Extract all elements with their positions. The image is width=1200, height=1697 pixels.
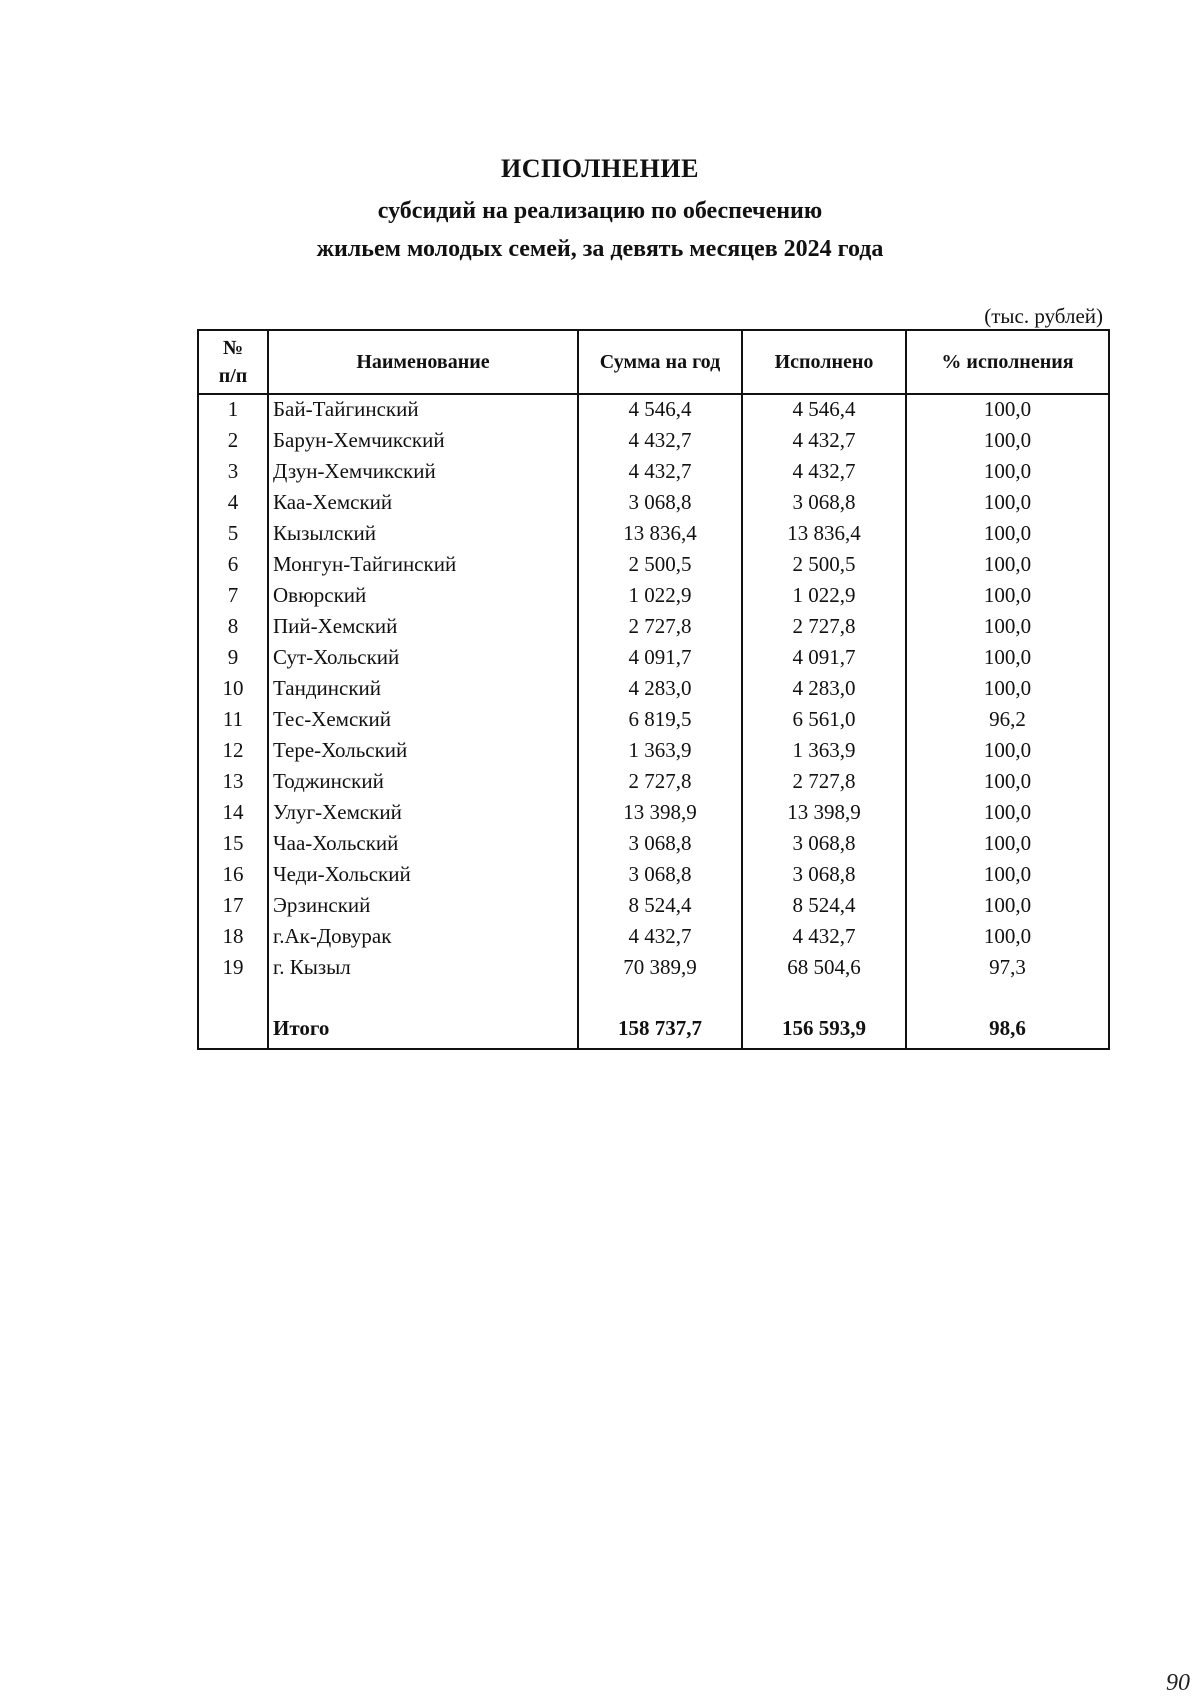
total-percent: 98,6 <box>906 1014 1109 1049</box>
title-line-1: субсидий на реализацию по обеспечению <box>377 198 823 224</box>
table-row <box>198 705 1109 736</box>
row-done: 3 068,8 <box>742 829 906 860</box>
row-number: 11 <box>198 705 268 736</box>
row-done: 8 524,4 <box>742 891 906 922</box>
row-number: 1 <box>198 394 268 426</box>
header-number-sign: № <box>222 337 244 359</box>
row-done: 2 500,5 <box>742 550 906 581</box>
row-percent: 100,0 <box>906 767 1109 798</box>
row-plan: 70 389,9 <box>578 953 742 984</box>
spacer-row <box>198 984 1109 1014</box>
row-percent: 100,0 <box>906 860 1109 891</box>
row-done: 2 727,8 <box>742 767 906 798</box>
table-row <box>198 767 1109 798</box>
row-percent: 100,0 <box>906 798 1109 829</box>
table-row <box>198 394 1109 426</box>
header-number <box>198 330 268 394</box>
row-name: Дзун-Хемчикский <box>268 457 578 488</box>
row-done: 6 561,0 <box>742 705 906 736</box>
row-done: 4 432,7 <box>742 426 906 457</box>
table-row <box>198 736 1109 767</box>
title-line-2: жильем молодых семей, за девять месяцев 2024 года <box>316 236 884 262</box>
row-name: Чеди-Хольский <box>268 860 578 891</box>
row-done: 4 432,7 <box>742 922 906 953</box>
row-number: 5 <box>198 519 268 550</box>
row-done: 1 022,9 <box>742 581 906 612</box>
row-number: 13 <box>198 767 268 798</box>
row-done: 4 283,0 <box>742 674 906 705</box>
row-done: 13 398,9 <box>742 798 906 829</box>
row-plan: 6 819,5 <box>578 705 742 736</box>
row-name: Пий-Хемский <box>268 612 578 643</box>
row-plan: 3 068,8 <box>578 488 742 519</box>
header-plan: Сумма на год <box>578 330 742 394</box>
row-percent: 100,0 <box>906 488 1109 519</box>
row-percent: 100,0 <box>906 550 1109 581</box>
row-number: 14 <box>198 798 268 829</box>
row-plan: 4 283,0 <box>578 674 742 705</box>
table-row <box>198 643 1109 674</box>
spacer-cell <box>268 984 578 1014</box>
row-number: 3 <box>198 457 268 488</box>
row-name: Сут-Хольский <box>268 643 578 674</box>
row-number: 7 <box>198 581 268 612</box>
row-number: 9 <box>198 643 268 674</box>
title-main: ИСПОЛНЕНИЕ <box>501 154 699 183</box>
spacer-cell <box>198 984 268 1014</box>
row-plan: 4 432,7 <box>578 457 742 488</box>
row-plan: 2 727,8 <box>578 767 742 798</box>
row-name: Тере-Хольский <box>268 736 578 767</box>
row-done: 4 432,7 <box>742 457 906 488</box>
row-plan: 4 432,7 <box>578 426 742 457</box>
document-title <box>0 152 1200 268</box>
row-done: 1 363,9 <box>742 736 906 767</box>
row-number: 4 <box>198 488 268 519</box>
row-done: 4 546,4 <box>742 394 906 426</box>
row-name: Чаа-Хольский <box>268 829 578 860</box>
row-percent: 100,0 <box>906 829 1109 860</box>
row-name: г.Ак-Довурак <box>268 922 578 953</box>
row-name: Улуг-Хемский <box>268 798 578 829</box>
row-plan: 4 091,7 <box>578 643 742 674</box>
row-number: 6 <box>198 550 268 581</box>
row-number: 17 <box>198 891 268 922</box>
spacer-cell <box>906 984 1109 1014</box>
row-number: 19 <box>198 953 268 984</box>
row-percent: 96,2 <box>906 705 1109 736</box>
row-plan: 1 022,9 <box>578 581 742 612</box>
table-row <box>198 612 1109 643</box>
row-done: 3 068,8 <box>742 860 906 891</box>
spacer-cell <box>742 984 906 1014</box>
row-plan: 2 500,5 <box>578 550 742 581</box>
table-row <box>198 581 1109 612</box>
page-number: 90 <box>1166 1670 1190 1696</box>
table-row <box>198 488 1109 519</box>
table-row <box>198 519 1109 550</box>
row-name: Каа-Хемский <box>268 488 578 519</box>
row-percent: 100,0 <box>906 736 1109 767</box>
header-name: Наименование <box>268 330 578 394</box>
row-done: 4 091,7 <box>742 643 906 674</box>
table-row <box>198 860 1109 891</box>
row-percent: 100,0 <box>906 581 1109 612</box>
table-row <box>198 798 1109 829</box>
row-percent: 100,0 <box>906 394 1109 426</box>
row-percent: 97,3 <box>906 953 1109 984</box>
row-name: Кызылский <box>268 519 578 550</box>
execution-table <box>197 329 1110 1050</box>
total-name: Итого <box>268 1014 578 1049</box>
row-plan: 4 546,4 <box>578 394 742 426</box>
row-plan: 8 524,4 <box>578 891 742 922</box>
row-number: 10 <box>198 674 268 705</box>
row-percent: 100,0 <box>906 891 1109 922</box>
units-label: (тыс. рублей) <box>984 304 1103 328</box>
row-number: 2 <box>198 426 268 457</box>
row-percent: 100,0 <box>906 922 1109 953</box>
row-done: 2 727,8 <box>742 612 906 643</box>
row-percent: 100,0 <box>906 457 1109 488</box>
total-plan: 158 737,7 <box>578 1014 742 1049</box>
row-percent: 100,0 <box>906 643 1109 674</box>
table-row <box>198 674 1109 705</box>
row-name: Тес-Хемский <box>268 705 578 736</box>
title-subtitle <box>0 192 1200 268</box>
table-row <box>198 426 1109 457</box>
header-percent: % исполнения <box>906 330 1109 394</box>
row-name: Бай-Тайгинский <box>268 394 578 426</box>
total-row <box>198 1014 1109 1049</box>
spacer-cell <box>578 984 742 1014</box>
row-name: Барун-Хемчикский <box>268 426 578 457</box>
table-row <box>198 457 1109 488</box>
row-done: 68 504,6 <box>742 953 906 984</box>
total-done: 156 593,9 <box>742 1014 906 1049</box>
row-done: 3 068,8 <box>742 488 906 519</box>
total-number <box>198 1014 268 1049</box>
row-number: 15 <box>198 829 268 860</box>
row-number: 16 <box>198 860 268 891</box>
row-plan: 3 068,8 <box>578 829 742 860</box>
table-body <box>198 394 1109 1049</box>
header-done: Исполнено <box>742 330 906 394</box>
row-name: Овюрский <box>268 581 578 612</box>
row-name: Тоджинский <box>268 767 578 798</box>
table-row <box>198 829 1109 860</box>
table-row <box>198 550 1109 581</box>
row-number: 12 <box>198 736 268 767</box>
row-name: г. Кызыл <box>268 953 578 984</box>
row-done: 13 836,4 <box>742 519 906 550</box>
row-plan: 13 836,4 <box>578 519 742 550</box>
row-number: 18 <box>198 922 268 953</box>
row-plan: 13 398,9 <box>578 798 742 829</box>
row-name: Монгун-Тайгинский <box>268 550 578 581</box>
header-number-pp: п/п <box>218 365 248 387</box>
row-percent: 100,0 <box>906 426 1109 457</box>
table-row <box>198 891 1109 922</box>
table-header-row <box>198 330 1109 394</box>
row-percent: 100,0 <box>906 612 1109 643</box>
row-percent: 100,0 <box>906 674 1109 705</box>
row-plan: 3 068,8 <box>578 860 742 891</box>
row-plan: 1 363,9 <box>578 736 742 767</box>
row-name: Эрзинский <box>268 891 578 922</box>
row-percent: 100,0 <box>906 519 1109 550</box>
table-row <box>198 922 1109 953</box>
row-plan: 4 432,7 <box>578 922 742 953</box>
row-plan: 2 727,8 <box>578 612 742 643</box>
row-name: Тандинский <box>268 674 578 705</box>
row-number: 8 <box>198 612 268 643</box>
table-row <box>198 953 1109 984</box>
